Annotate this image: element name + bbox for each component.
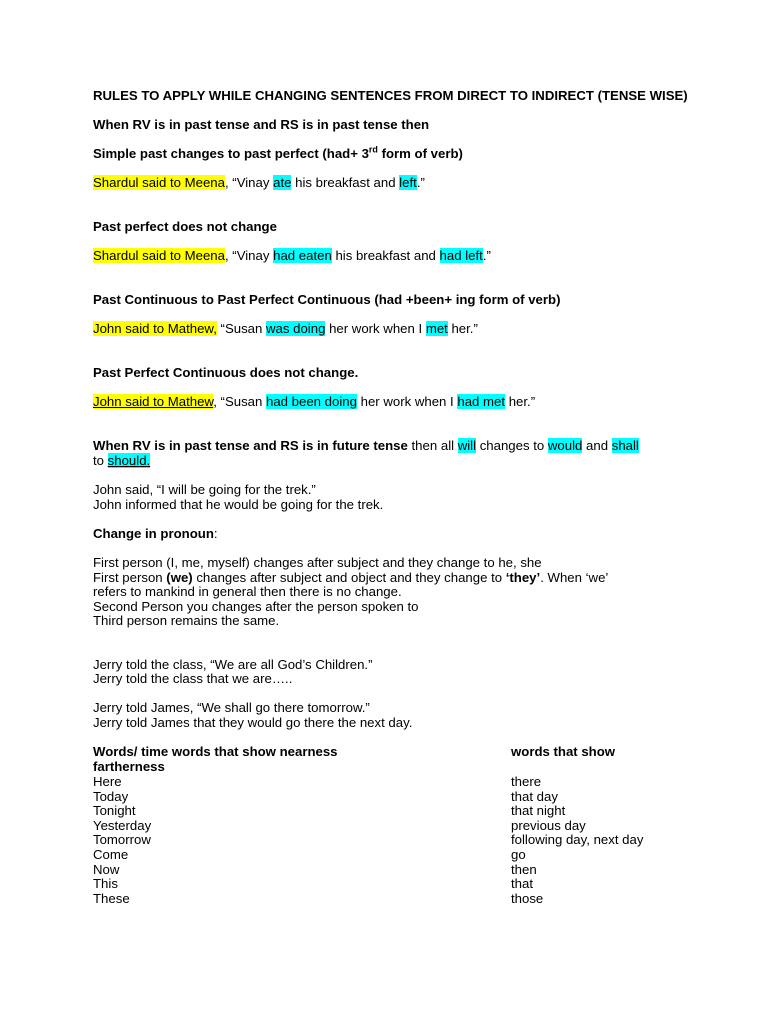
- pronoun-heading-text: Change in pronoun: [93, 526, 214, 541]
- highlighted-verb: had met: [457, 394, 506, 409]
- near-word: These: [93, 890, 130, 906]
- highlighted-word: shall: [611, 438, 639, 453]
- rule-past-perfect-continuous: Past Perfect Continuous does not change.: [93, 365, 359, 380]
- highlighted-verb: had left: [439, 248, 483, 263]
- text: . When ‘we’: [540, 570, 609, 585]
- near-word: This: [93, 876, 118, 892]
- far-word: there: [511, 774, 542, 789]
- highlighted-speaker: Shardul said to Meena: [93, 175, 225, 190]
- pronoun-rule: [93, 570, 608, 585]
- example-direct: Jerry told James, “We shall go there tomorrow.”: [93, 700, 370, 715]
- highlighted-word: would: [547, 438, 583, 453]
- example-sentence: [93, 394, 535, 409]
- table-header-near: Words/ time words that show nearness: [93, 744, 338, 759]
- example-indirect: Jerry told the class that we are…..: [93, 671, 293, 686]
- text: , “Vinay: [224, 248, 274, 263]
- text: .”: [416, 175, 425, 190]
- example-sentence: [93, 248, 491, 263]
- highlighted-speaker: Shardul said to Meena: [93, 248, 225, 263]
- near-word: Tomorrow: [93, 832, 151, 848]
- highlighted-speaker: John said to Mathew,: [93, 321, 217, 336]
- highlighted-speaker: John said to Mathew: [93, 394, 214, 409]
- section-heading-future: When RV is in past tense and RS is in future tense: [93, 438, 408, 453]
- text: her work when I: [325, 321, 426, 336]
- highlighted-verb: ate: [273, 175, 292, 190]
- near-word: Now: [93, 861, 120, 877]
- text: “Susan: [216, 321, 267, 336]
- highlighted-verb: had been doing: [266, 394, 357, 409]
- text: and: [582, 438, 612, 453]
- example-sentence: [93, 321, 478, 336]
- far-word: previous day: [511, 817, 586, 833]
- near-word: Tonight: [93, 803, 136, 819]
- highlighted-word: should.: [107, 453, 151, 468]
- text: his breakfast and: [331, 248, 440, 263]
- example-sentence: [93, 175, 425, 190]
- table-header-far: words that show: [511, 744, 616, 759]
- far-word: that day: [511, 788, 558, 804]
- text: .”: [482, 248, 491, 263]
- section-future-tense-cont: [93, 453, 150, 468]
- example-direct: John said, “I will be going for the trek.”: [93, 482, 316, 497]
- pronoun-rule: First person (I, me, myself) changes after subject and they change to he, she: [93, 555, 542, 570]
- highlighted-verb: left: [399, 175, 417, 190]
- rule-text: Simple past changes to past perfect (had+ 3: [93, 146, 369, 161]
- rule-superscript: rd: [368, 144, 378, 155]
- text: her.”: [505, 394, 536, 409]
- text: to: [93, 453, 108, 468]
- text: his breakfast and: [291, 175, 400, 190]
- pronoun-rule: refers to mankind in general then there is no change.: [93, 584, 402, 599]
- highlighted-verb: met: [425, 321, 448, 336]
- text: changes after subject and object and they change to: [192, 570, 506, 585]
- pronoun-rule: Second Person you changes after the person spoken to: [93, 599, 419, 614]
- highlighted-verb: had eaten: [273, 248, 332, 263]
- section-heading-past-past: When RV is in past tense and RS is in past tense then: [93, 117, 430, 132]
- text: , “Susan: [213, 394, 267, 409]
- far-word: those: [511, 890, 544, 906]
- near-word: Today: [93, 788, 129, 804]
- text: her work when I: [356, 394, 458, 409]
- section-future-tense: [93, 438, 639, 453]
- example-direct: Jerry told the class, “We are all God’s Children.”: [93, 657, 373, 672]
- near-word: Come: [93, 847, 129, 862]
- rule-past-perfect: Past perfect does not change: [93, 219, 277, 234]
- text: then all: [407, 438, 458, 453]
- far-word: that: [511, 876, 533, 892]
- pronoun-rule: Third person remains the same.: [93, 613, 280, 628]
- far-word: following day, next day: [511, 832, 644, 848]
- pronoun-heading: [93, 526, 218, 541]
- page-heading: RULES TO APPLY WHILE CHANGING SENTENCES FROM DIRECT TO INDIRECT (TENSE WISE): [93, 88, 688, 103]
- text-bold: ‘they’: [505, 570, 541, 585]
- text: :: [213, 526, 218, 541]
- far-word: that night: [511, 803, 566, 819]
- text: her.”: [447, 321, 478, 336]
- text: First person: [93, 570, 167, 585]
- rule-text: form of verb): [377, 146, 463, 161]
- highlighted-verb: was doing: [266, 321, 326, 336]
- far-word: go: [511, 847, 526, 862]
- highlighted-word: will: [457, 438, 477, 453]
- text: , “Vinay: [224, 175, 274, 190]
- text-bold: (we): [166, 570, 193, 585]
- rule-past-continuous: Past Continuous to Past Perfect Continuous (had +been+ ing form of verb): [93, 292, 561, 307]
- near-word: Here: [93, 774, 122, 789]
- near-word: Yesterday: [93, 817, 152, 833]
- example-indirect: John informed that he would be going for the trek.: [93, 497, 384, 512]
- far-word: then: [511, 861, 537, 877]
- rule-simple-past: [93, 146, 463, 161]
- text: changes to: [476, 438, 548, 453]
- table-header-far-cont: fartherness: [93, 759, 165, 774]
- example-indirect: Jerry told James that they would go there the next day.: [93, 715, 413, 730]
